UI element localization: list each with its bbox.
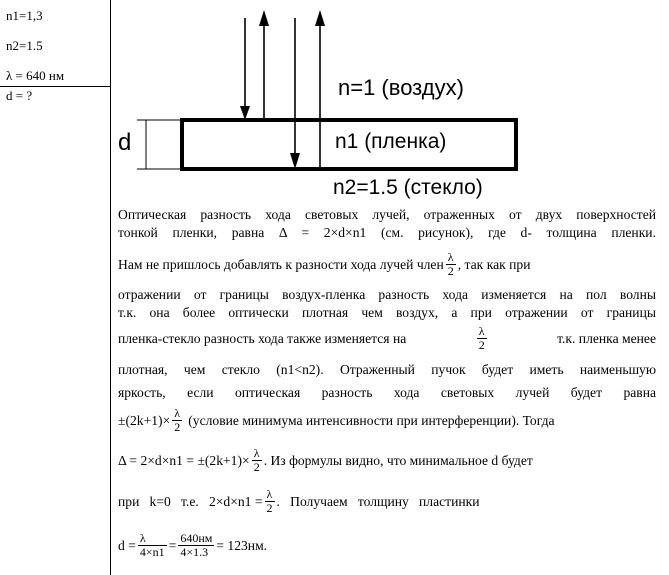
text-line-10: Δ = 2×d×n1 = ±(2k+1)× $\frac{\lambda}{2}$ . Из формулы видно, что минимальное d будет <box>118 445 533 474</box>
text-line-5: т.к. она более оптически плотная чем воздух, а при отражении от границы <box>118 305 656 320</box>
given-lambda: λ = 640 нм <box>6 68 65 83</box>
text-line-12: d = $\frac{\lambda}{4\times n1}$ = $\frac{640нм}{4\times 1.3}$ = 123нм. <box>118 530 268 559</box>
fraction-lambda-over-2: $\frac{\lambda}{2}$ <box>253 445 260 474</box>
film-label: n1 (пленка) <box>335 130 447 153</box>
text-line-2: тонкой пленки, равна Δ = 2×d×n1 (см. рисунок), где d- толщина пленки. <box>118 225 656 240</box>
reflected-ray-1-arrow <box>259 10 269 26</box>
incident-ray-2-arrow <box>290 153 300 169</box>
text-line-7: плотная, чем стекло (n1<n2). Отраженный пучок будет иметь наименьшую <box>118 362 656 377</box>
incident-ray-1-arrow <box>240 106 250 120</box>
text-line-9: ±(2k+1)× $\frac{\lambda}{2}$ (условие минимума интенсивности при интерференции). Тогда <box>118 405 555 434</box>
fraction-lambda-over-2: $\frac{\lambda}{2}$ <box>266 486 273 515</box>
text-line-3: Нам не пришлось добавлять к разности хода лучей член $\frac{\lambda}{2}$ , так как при <box>118 249 531 278</box>
text-line-8: яркость, если оптическая разность хода световых лучей будет равна <box>118 385 656 400</box>
text-line-11: при k=0 т.е. 2×d×n1 = $\frac{\lambda}{2}$ . Получаем толщину пластинки <box>118 486 480 515</box>
reflected-ray-2-arrow <box>315 10 325 26</box>
fraction-lambda-over-2: $\frac{\lambda}{2}$ <box>447 249 454 278</box>
glass-label: n2=1.5 (стекло) <box>333 176 483 199</box>
given-n1: n1=1,3 <box>6 8 43 23</box>
given-find: d = ? <box>6 88 33 103</box>
given-n2: n2=1.5 <box>6 38 43 53</box>
fraction-lambda-over-2: $\frac{\lambda}{2}$ <box>174 405 181 434</box>
text-line-6: пленка-стекло разность хода также изменяется на $\frac{\lambda}{2}$ т.к. пленка менее <box>118 323 656 352</box>
fraction-lambda-over-4n1: $\frac{\lambda}{4\times n1}$ <box>139 530 165 559</box>
fraction-lambda-over-2: $\frac{\lambda}{2}$ <box>478 323 485 352</box>
air-label: n=1 (воздух) <box>338 75 464 100</box>
text-line-4: отражении от границы воздух-пленка разность хода изменяется на пол волны <box>118 287 656 302</box>
d-label: d <box>118 129 132 156</box>
fraction-640-over-4x1.3: $\frac{640нм}{4\times 1.3}$ <box>180 530 213 559</box>
text-line-1: Оптическая разность хода световых лучей, отраженных от двух поверхностей <box>118 207 656 222</box>
film-diagram <box>0 0 669 205</box>
